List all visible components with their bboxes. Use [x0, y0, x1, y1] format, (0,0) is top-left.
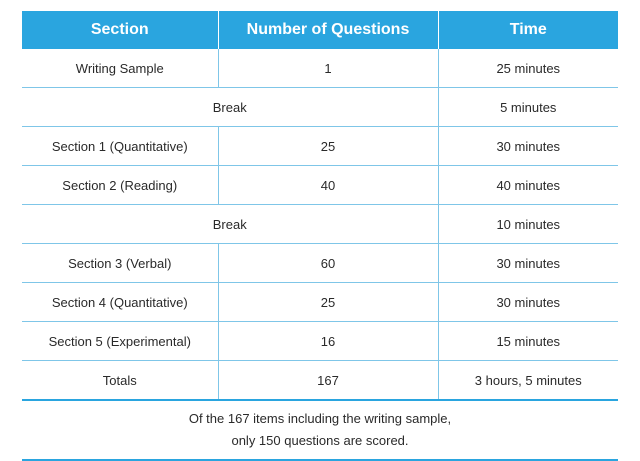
cell-questions: 60	[218, 244, 438, 283]
cell-time: 5 minutes	[438, 88, 618, 127]
table-row	[22, 244, 618, 283]
cell-time: 30 minutes	[438, 127, 618, 166]
exam-sections-table	[22, 11, 618, 461]
cell-totals-time: 3 hours, 5 minutes	[438, 361, 618, 401]
cell-time: 25 minutes	[496, 60, 561, 76]
table-row-break	[22, 88, 618, 127]
cell-section: Section 1 (Quantitative)	[22, 127, 218, 166]
cell-section: Writing Sample	[22, 49, 218, 88]
cell-questions: 1	[218, 49, 438, 88]
cell-totals-questions: 167	[218, 361, 438, 401]
cell-questions: 40	[218, 166, 438, 205]
cell-section: Section 5 (Experimental)	[22, 322, 218, 361]
table-row	[22, 127, 618, 166]
table-row	[22, 49, 618, 88]
cell-time: 40 minutes	[438, 166, 618, 205]
header-section: Section	[22, 11, 218, 49]
scoring-note-line-2: only 150 questions are scored.	[231, 433, 409, 448]
table-row-totals	[22, 361, 618, 401]
cell-section: Section 3 (Verbal)	[22, 244, 218, 283]
table-row-note	[22, 400, 618, 460]
scoring-note	[22, 400, 618, 460]
cell-section: Section 2 (Reading)	[22, 166, 218, 205]
cell-questions: 25	[218, 127, 438, 166]
scoring-note-line-1: Of the 167 items including the writing sample,	[188, 411, 452, 426]
cell-time: 30 minutes	[438, 283, 618, 322]
cell-time: 15 minutes	[438, 322, 618, 361]
cell-questions: 25	[218, 283, 438, 322]
cell-totals-label: Totals	[22, 361, 218, 401]
table-row	[22, 322, 618, 361]
header-time: Time	[438, 11, 618, 49]
table-row	[22, 166, 618, 205]
cell-break: Break	[22, 88, 438, 127]
table-row	[22, 283, 618, 322]
exam-sections-table-container	[22, 11, 618, 461]
cell-break: Break	[22, 205, 438, 244]
table-row-break	[22, 205, 618, 244]
cell-time: 30 minutes	[438, 244, 618, 283]
cell-section: Section 4 (Quantitative)	[22, 283, 218, 322]
header-number-of-questions: Number of Questions	[218, 11, 438, 49]
cell-time: 10 minutes	[438, 205, 618, 244]
table-header-row	[22, 11, 618, 49]
cell-questions: 16	[218, 322, 438, 361]
